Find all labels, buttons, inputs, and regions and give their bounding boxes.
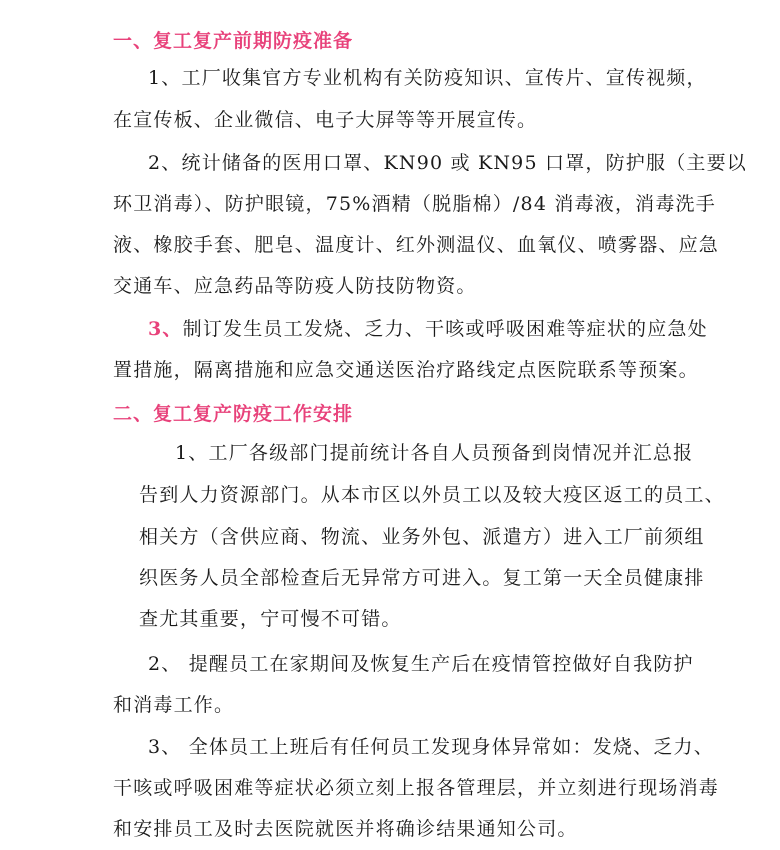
s1-item2-line2: 环卫消毒）、防护眼镜，75%酒精（脱脂棉）/84 消毒液，消毒洗手: [113, 193, 716, 215]
s2-item1-line3: 相关方（含供应商、物流、业务外包、派遣方）进入工厂前须组: [139, 526, 705, 548]
s1-item1-line1: 1、工厂收集官方专业机构有关防疫知识、宣传片、宣传视频，: [148, 67, 707, 89]
s2-item3-line1: 3、 全体员工上班后有任何员工发现身体异常如：发烧、乏力、: [148, 736, 714, 758]
s2-item3-line3: 和安排员工及时去医院就医并将确诊结果通知公司。: [113, 818, 578, 840]
s1-item2-line1: 2、统计储备的医用口罩、KN90 或 KN95 口罩，防护服（主要以: [148, 152, 748, 174]
s2-item2-line1: 2、 提醒员工在家期间及恢复生产后在疫情管控做好自我防护: [148, 653, 694, 675]
s1-item1-line2: 在宣传板、企业微信、电子大屏等等开展宣传。: [113, 109, 538, 131]
s1-item3-line2: 置措施，隔离措施和应急交通送医治疗路线定点医院联系等预案。: [113, 359, 699, 381]
s2-item1-line1: 1、工厂各级部门提前统计各自人员预备到岗情况并汇总报: [175, 442, 694, 464]
s1-item3-line1-text: 制订发生员工发烧、乏力、干咳或呼吸困难等症状的应急处: [182, 318, 708, 340]
s2-item1-line5: 查尤其重要，宁可慢不可错。: [139, 608, 402, 630]
section2-heading: 二、复工复产防疫工作安排: [113, 403, 354, 425]
s2-item3-line2: 干咳或呼吸困难等症状必须立刻上报各管理层，并立刻进行现场消毒: [113, 777, 720, 799]
s1-item2-line3: 液、橡胶手套、肥皂、温度计、红外测温仪、血氧仪、喷雾器、应急: [113, 234, 720, 256]
s2-item2-line2: 和消毒工作。: [113, 694, 235, 716]
s1-item3-line1: [148, 317, 708, 341]
s2-item1-line4: 织医务人员全部检查后无异常方可进入。复工第一天全员健康排: [139, 567, 705, 589]
s2-item1-line2: 告到人力资源部门。从本市区以外员工以及较大疫区返工的员工、: [139, 484, 725, 506]
section1-heading: 一、复工复产前期防疫准备: [113, 30, 354, 52]
s1-item3-number: 3、: [148, 318, 183, 340]
s1-item2-line4: 交通车、应急药品等防疫人防技防物资。: [113, 275, 477, 297]
